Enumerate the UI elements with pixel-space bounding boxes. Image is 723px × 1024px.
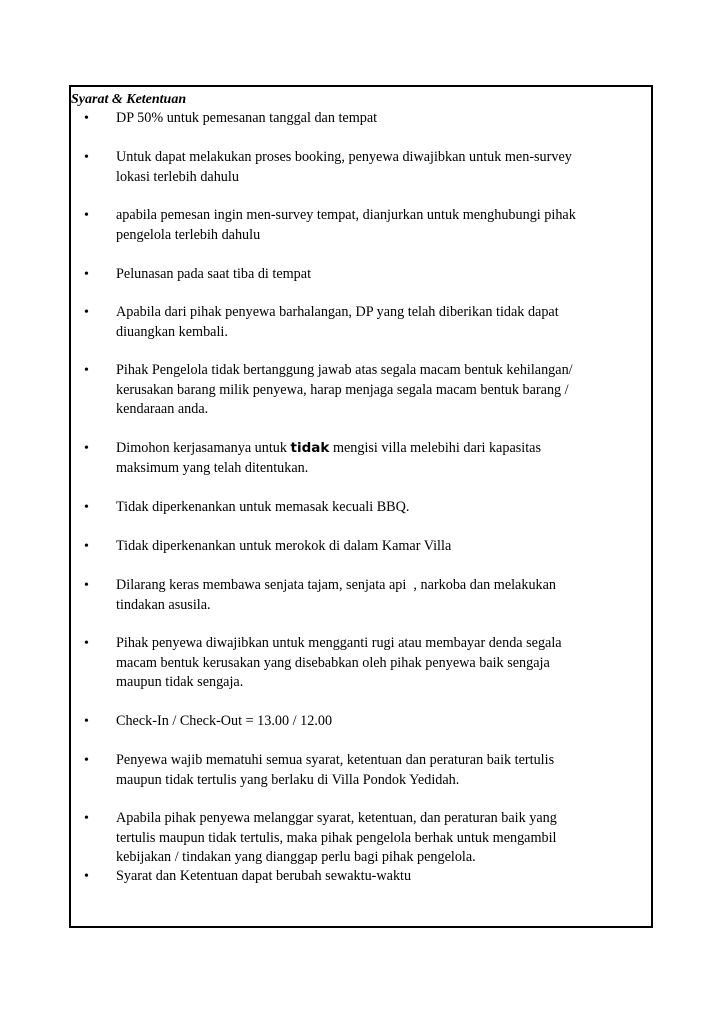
item-line: macam bentuk kerusakan yang disebabkan oleh pihak penyewa baik sengaja	[116, 654, 550, 671]
item-line: Penyewa wajib mematuhi semua syarat, ketentuan dan peraturan baik tertulis	[116, 752, 555, 768]
item-line: apabila pemesan ingin men-survey tempat, dianjurkan untuk menghubungi pihak	[116, 207, 576, 223]
item-line-part: mengisi villa melebihi dari kapasitas	[329, 440, 541, 456]
bullet-icon: •	[84, 305, 89, 320]
item-line: diuangkan kembali.	[116, 323, 228, 340]
bullet-icon: •	[84, 500, 89, 515]
bullet-icon: •	[84, 111, 89, 126]
bullet-icon: •	[84, 714, 89, 729]
item-line: tertulis maupun tidak tertulis, maka pihak pengelola berhak untuk mengambil	[116, 829, 557, 846]
terms-heading: Syarat & Ketentuan	[71, 92, 187, 107]
bullet-icon: •	[84, 208, 89, 223]
item-line: maupun tidak tertulis yang berlaku di Villa Pondok Yedidah.	[116, 771, 460, 788]
emphasis-word: tidak	[290, 440, 330, 456]
item-line: Untuk dapat melakukan proses booking, penyewa diwajibkan untuk men-survey	[116, 149, 572, 165]
item-line: DP 50% untuk pemesanan tanggal dan tempat	[116, 110, 378, 126]
bullet-icon: •	[84, 539, 89, 554]
terms-box	[69, 85, 653, 928]
item-line: Syarat dan Ketentuan dapat berubah sewaktu-waktu	[116, 868, 412, 884]
bullet-icon: •	[84, 363, 89, 378]
bullet-icon: •	[84, 869, 89, 884]
bullet-icon: •	[84, 811, 89, 826]
item-line: lokasi terlebih dahulu	[116, 168, 239, 185]
item-line: Pelunasan pada saat tiba di tempat	[116, 266, 312, 282]
bullet-icon: •	[84, 150, 89, 165]
item-line: Pihak penyewa diwajibkan untuk mengganti rugi atau membayar denda segala	[116, 635, 562, 651]
bullet-icon: •	[84, 753, 89, 768]
bullet-icon: •	[84, 636, 89, 651]
item-line: Tidak diperkenankan untuk merokok di dalam Kamar Villa	[116, 538, 452, 554]
item-line: maupun tidak sengaja.	[116, 674, 244, 690]
item-line	[116, 439, 646, 459]
item-line: Pihak Pengelola tidak bertanggung jawab atas segala macam bentuk kehilangan/	[116, 362, 573, 378]
bullet-icon: •	[84, 267, 89, 282]
item-line: kendaraan anda.	[116, 401, 209, 417]
item-line: Dilarang keras membawa senjata tajam, senjata api , narkoba dan melakukan	[116, 577, 557, 593]
item-line: maksimum yang telah ditentukan.	[116, 459, 309, 476]
bullet-icon: •	[84, 441, 89, 456]
item-line: Tidak diperkenankan untuk memasak kecuali BBQ.	[116, 499, 410, 515]
bullet-icon: •	[84, 578, 89, 593]
item-line: Check-In / Check-Out = 13.00 / 12.00	[116, 713, 333, 729]
item-line: kebijakan / tindakan yang dianggap perlu bagi pihak pengelola.	[116, 849, 476, 865]
item-line: kerusakan barang milik penyewa, harap menjaga segala macam bentuk barang /	[116, 381, 569, 398]
item-line: Apabila pihak penyewa melanggar syarat, ketentuan, dan peraturan baik yang	[116, 810, 557, 826]
item-line-part: Dimohon kerjasamanya untuk	[116, 440, 291, 456]
item-line: Apabila dari pihak penyewa barhalangan, DP yang telah diberikan tidak dapat	[116, 304, 559, 320]
item-line: tindakan asusila.	[116, 596, 211, 613]
item-line: pengelola terlebih dahulu	[116, 226, 261, 243]
